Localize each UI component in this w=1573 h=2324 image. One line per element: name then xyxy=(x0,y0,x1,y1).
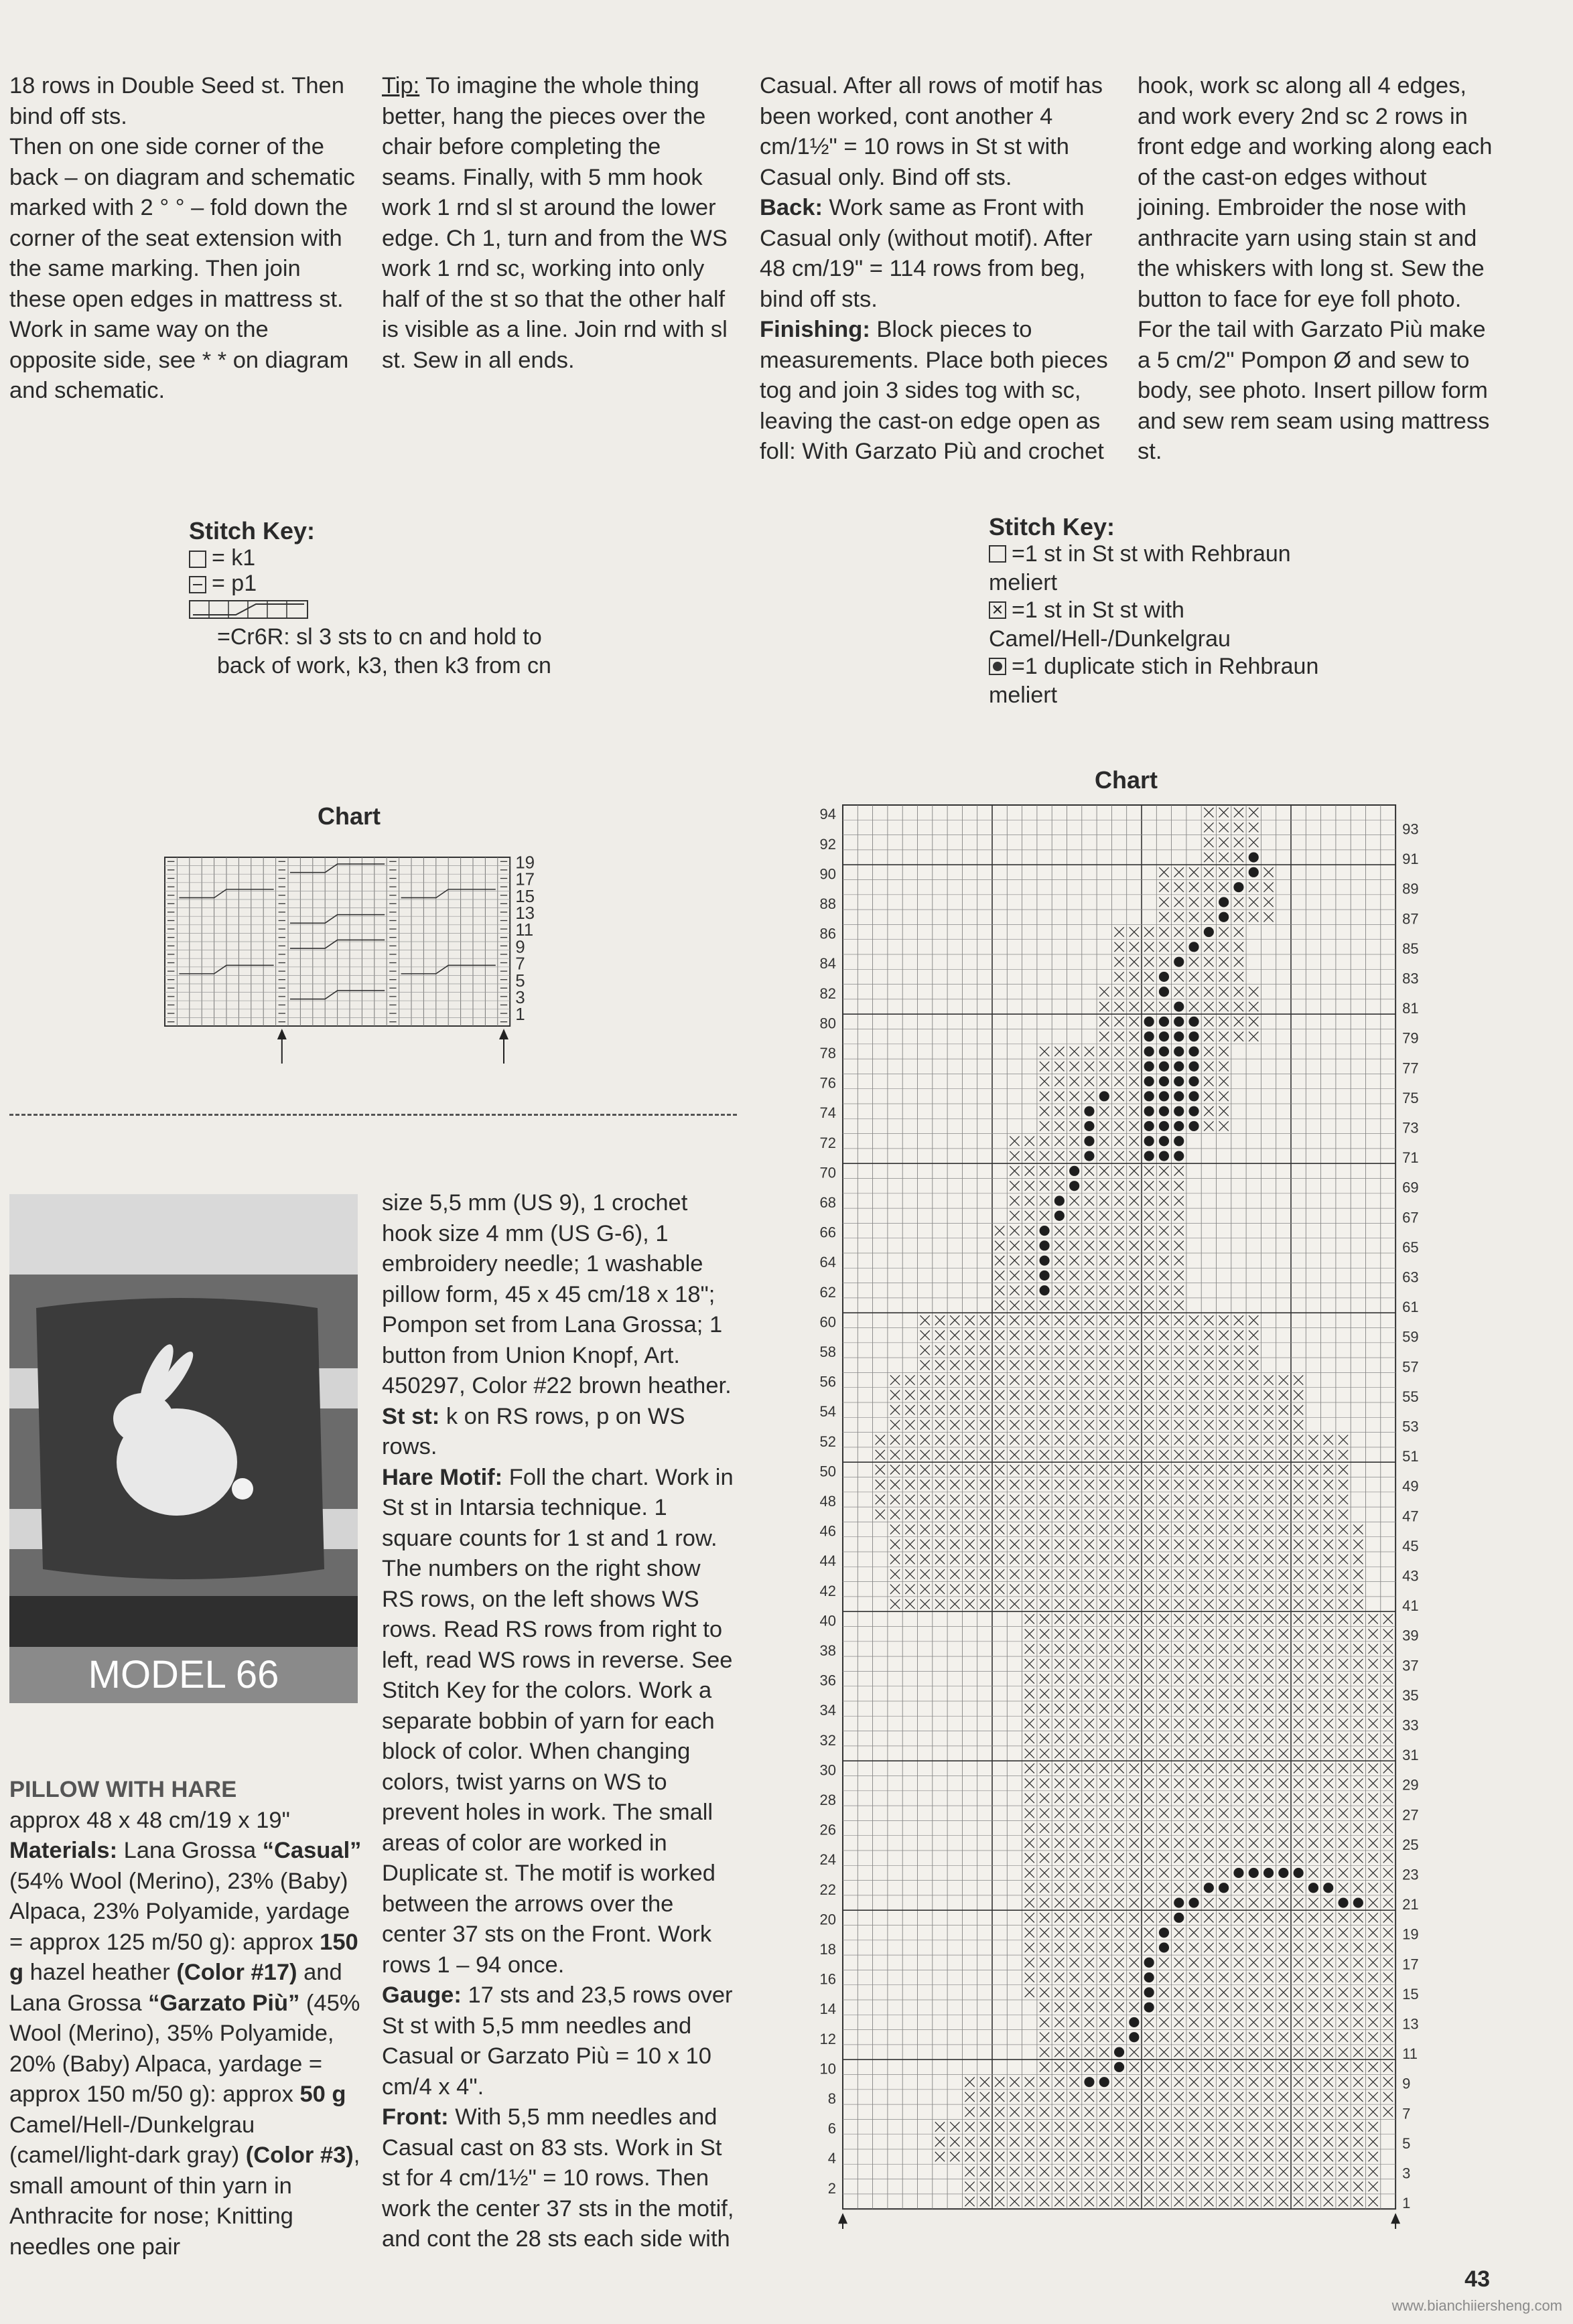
materials-text-b: (54% Wool (Merino), 23% (Baby) Alpaca, 23% Polyamide, yardage = approx 125 m/50 g): approx xyxy=(9,1868,350,1955)
hare-chart-duplicate-dot xyxy=(1188,1106,1199,1116)
right-key-item1-text: =1 st in St st with Rehbraun meliert xyxy=(989,541,1291,595)
hare-chart-duplicate-dot xyxy=(1144,2003,1154,2013)
hare-chart-left-label: 40 xyxy=(819,1612,836,1629)
hare-chart-duplicate-dot xyxy=(1159,987,1169,997)
hare-chart-title: Chart xyxy=(1095,766,1158,794)
hare-chart-right-label: 65 xyxy=(1402,1238,1419,1256)
gauge-text: 17 sts and 23,5 rows over St st with 5,5 mm needles and Casual or Garzato Più = 10 x 10 cm/4 x 4". xyxy=(382,1982,733,2100)
hare-chart-left-label: 50 xyxy=(819,1463,836,1480)
small-chart-row-label: 9 xyxy=(515,936,525,957)
hare-chart-left-label: 60 xyxy=(819,1313,836,1331)
front-label: Front: xyxy=(382,2104,449,2130)
hare-chart-duplicate-dot xyxy=(1174,1031,1184,1041)
hare-chart-left-label: 32 xyxy=(819,1731,836,1749)
hare-chart-left-label: 56 xyxy=(819,1373,836,1390)
hare-chart-duplicate-dot xyxy=(1174,1121,1184,1131)
left-key-k1 xyxy=(189,544,255,573)
hare-chart xyxy=(801,798,1479,2229)
hare-chart-left-label: 26 xyxy=(819,1821,836,1838)
hare-chart-right-label: 83 xyxy=(1402,970,1419,987)
col2-bottom xyxy=(382,1188,738,2255)
tip-text: To imagine the whole thing better, hang the pieces over the chair before completing the seams. Finally, with 5 mm hook work 1 rnd sl st around the lower edge. Ch 1, turn and from the WS work 1 rnd sc, working into only half of the st so that the other half is visible as a line. Join rnd with sl st. Sew in all ends. xyxy=(382,73,728,373)
small-chart-row-label: 11 xyxy=(515,920,534,940)
hare-chart-left-label: 92 xyxy=(819,835,836,853)
right-key-item2 xyxy=(989,596,1364,654)
hare-chart-right-label: 93 xyxy=(1402,820,1419,838)
finishing-label: Finishing: xyxy=(760,317,870,342)
hare-chart-duplicate-dot xyxy=(1159,1046,1169,1056)
cross-square-icon: ✕ xyxy=(989,601,1006,619)
left-stitch-key-title: Stitch Key: xyxy=(189,517,316,544)
hare-chart-duplicate-dot xyxy=(1114,2047,1124,2057)
hare-chart-duplicate-dot xyxy=(1159,1106,1169,1116)
materials-label: Materials: xyxy=(9,1838,118,1863)
hare-chart-left-label: 38 xyxy=(819,1642,836,1659)
hare-chart-right-label: 55 xyxy=(1402,1388,1419,1405)
hare-chart-duplicate-dot xyxy=(1054,1195,1065,1206)
hare-chart-duplicate-dot xyxy=(1323,1883,1333,1893)
col1-top xyxy=(9,71,359,407)
hare-chart-left-label: 2 xyxy=(827,2179,836,2197)
hare-chart-right-label: 21 xyxy=(1402,1896,1419,1913)
small-chart-row-label: 7 xyxy=(515,953,525,974)
hare-chart-duplicate-dot xyxy=(1129,2017,1139,2027)
hare-chart-duplicate-dot xyxy=(1174,1913,1184,1923)
hare-chart-left-label: 28 xyxy=(819,1791,836,1808)
hare-chart-right-arrow-head xyxy=(1391,2213,1400,2224)
hare-chart-left-arrow-head xyxy=(838,2213,847,2224)
hare-chart-duplicate-dot xyxy=(1294,1868,1304,1878)
hare-chart-duplicate-dot xyxy=(1174,1136,1184,1146)
hare-chart-right-label: 27 xyxy=(1402,1806,1419,1824)
hare-chart-right-label: 3 xyxy=(1402,2165,1411,2182)
hare-chart-duplicate-dot xyxy=(1174,1091,1184,1101)
knit-symbol-icon xyxy=(189,551,206,568)
dot-square-icon xyxy=(989,658,1006,675)
hare-chart-left-label: 14 xyxy=(819,2001,836,2018)
hare-chart-left-label: 68 xyxy=(819,1193,836,1211)
hare-chart-duplicate-dot xyxy=(1144,1136,1154,1146)
color-3: (Color #3) xyxy=(245,2143,354,2168)
hare-chart-right-label: 41 xyxy=(1402,1597,1419,1615)
qty-casual: 150 g xyxy=(9,1929,358,1985)
hare-chart-left-label: 34 xyxy=(819,1702,836,1719)
col3-top-p1: Casual. After all rows of motif has been worked, cont another 4 cm/1½" = 10 rows in St st with Casual only. Bind off sts. xyxy=(760,73,1103,190)
hare-chart-right-label: 51 xyxy=(1402,1448,1419,1465)
hare-chart-duplicate-dot xyxy=(1174,1897,1184,1907)
hare-chart-duplicate-dot xyxy=(1144,1972,1154,1982)
cable-symbol-icon xyxy=(189,600,310,620)
hare-chart-right-label: 47 xyxy=(1402,1508,1419,1525)
hare-chart-duplicate-dot xyxy=(1084,1106,1094,1116)
hare-chart-duplicate-dot xyxy=(1159,1121,1169,1131)
left-key-cr6r: =Cr6R: sl 3 sts to cn and hold to back of work, k3, then k3 from cn xyxy=(217,624,551,678)
hare-chart-right-label: 13 xyxy=(1402,2015,1419,2033)
hare-chart-duplicate-dot xyxy=(1174,1151,1184,1161)
hare-chart-left-label: 70 xyxy=(819,1164,836,1181)
hare-chart-duplicate-dot xyxy=(1144,1121,1154,1131)
hare-chart-duplicate-dot xyxy=(1159,1031,1169,1041)
col1-top-p1: 18 rows in Double Seed st. Then bind off sts. xyxy=(9,73,344,129)
hare-chart-duplicate-dot xyxy=(1174,1001,1184,1011)
hare-chart-duplicate-dot xyxy=(1188,1897,1199,1907)
hare-chart-left-label: 84 xyxy=(819,955,836,972)
front-text: With 5,5 mm needles and Casual cast on 83 sts. Work in St st for 4 cm/1½" = 10 rows. Then work the center 37 sts in the motif, and cont the 28 sts each side with xyxy=(382,2104,734,2252)
hare-chart-right-label: 61 xyxy=(1402,1299,1419,1316)
hare-chart-left-label: 16 xyxy=(819,1970,836,1988)
hare-chart-duplicate-dot xyxy=(1308,1883,1318,1893)
hare-chart-duplicate-dot xyxy=(1144,1017,1154,1027)
small-chart-row-label: 5 xyxy=(515,970,525,991)
hare-chart-right-label: 45 xyxy=(1402,1537,1419,1554)
hare-chart-duplicate-dot xyxy=(1069,1166,1079,1176)
col3-top xyxy=(760,71,1116,467)
hare-chart-right-label: 31 xyxy=(1402,1747,1419,1764)
col2-top xyxy=(382,71,738,376)
left-key-k1-text: = k1 xyxy=(212,545,256,571)
gauge-label: Gauge: xyxy=(382,1982,462,2008)
color-17: (Color #17) xyxy=(176,1960,297,1985)
hare-chart-left-label: 76 xyxy=(819,1074,836,1092)
hare-chart-duplicate-dot xyxy=(1174,1076,1184,1086)
watermark: www.bianchiiersheng.com xyxy=(1391,2297,1562,2314)
hare-chart-left-label: 44 xyxy=(819,1552,836,1570)
hare-chart-right-label: 43 xyxy=(1402,1567,1419,1585)
tip-label: Tip: xyxy=(382,73,420,98)
hare-chart-duplicate-dot xyxy=(1144,1046,1154,1056)
hare-chart-duplicate-dot xyxy=(1144,1987,1154,1997)
page-number: 43 xyxy=(1464,2266,1490,2292)
hare-chart-left-label: 54 xyxy=(819,1403,836,1421)
hare-chart-right-label: 59 xyxy=(1402,1328,1419,1346)
small-chart-row-label: 13 xyxy=(515,902,535,923)
hare-chart-right-label: 33 xyxy=(1402,1717,1419,1734)
hare-chart-duplicate-dot xyxy=(1188,1121,1199,1131)
hare-chart-duplicate-dot xyxy=(1338,1897,1348,1907)
hare-chart-duplicate-dot xyxy=(1278,1868,1288,1878)
hare-chart-duplicate-dot xyxy=(1099,2077,1109,2087)
hare-chart-duplicate-dot xyxy=(1129,2032,1139,2042)
small-chart-row-label: 17 xyxy=(515,869,535,889)
hare-chart-duplicate-dot xyxy=(1188,1091,1199,1101)
hare-chart-duplicate-dot xyxy=(1144,1091,1154,1101)
hare-chart-duplicate-dot xyxy=(1144,1958,1154,1968)
hare-chart-duplicate-dot xyxy=(1174,957,1184,967)
hare-chart-duplicate-dot xyxy=(1144,1062,1154,1072)
hare-chart-left-label: 46 xyxy=(819,1522,836,1540)
hare-chart-duplicate-dot xyxy=(1219,912,1229,922)
hare-chart-duplicate-dot xyxy=(1159,1151,1169,1161)
hare-chart-left-label: 6 xyxy=(827,2120,836,2137)
hare-chart-duplicate-dot xyxy=(1144,1151,1154,1161)
hare-chart-left-label: 90 xyxy=(819,865,836,883)
hare-chart-left-label: 30 xyxy=(819,1761,836,1779)
hare-chart-duplicate-dot xyxy=(1159,1091,1169,1101)
back-label: Back: xyxy=(760,195,823,220)
hare-motif-text: Foll the chart. Work in St st in Intarsia technique. 1 square counts for 1 st and 1 row. The numbers on the right show RS rows, on the left shows WS rows. Read RS rows from right to left, read WS rows in reverse. See Stitch Key for the colors. Work a separate bobbin of yarn for each block of color. When changing colors, twist yarns on WS to prevent holes in work. The small areas of color are worked in Duplicate st. The motif is worked between the arrows over the center 37 sts on the Front. Work rows 1 – 94 once. xyxy=(382,1464,734,1978)
hare-chart-duplicate-dot xyxy=(1144,1106,1154,1116)
materials-text-c: hazel heather xyxy=(23,1960,177,1985)
hare-chart-left-label: 86 xyxy=(819,925,836,942)
right-key-item3 xyxy=(989,652,1364,710)
purl-symbol-icon xyxy=(189,576,206,593)
hare-chart-duplicate-dot xyxy=(1174,1062,1184,1072)
hare-chart-duplicate-dot xyxy=(1188,942,1199,952)
hare-chart-right-label: 79 xyxy=(1402,1029,1419,1047)
hare-chart-right-label: 91 xyxy=(1402,851,1419,868)
small-chart-arrow-head xyxy=(277,1029,287,1039)
hare-chart-left-label: 4 xyxy=(827,2150,836,2167)
hare-chart-right-label: 35 xyxy=(1402,1686,1419,1704)
small-chart-row-label: 19 xyxy=(515,852,535,873)
model-label: MODEL 66 xyxy=(9,1647,358,1703)
hare-chart-duplicate-dot xyxy=(1084,1151,1094,1161)
col1-top-p2: Then on one side corner of the back – on diagram and schematic marked with 2 ° ° – fold down the corner of the seat extension with the same marking. Then join these open edges in mattress st. Work in same way on the opposite side, see * * on diagram and schematic. xyxy=(9,134,355,403)
hare-chart-duplicate-dot xyxy=(1204,927,1214,937)
hare-chart-left-label: 58 xyxy=(819,1343,836,1360)
empty-square-icon xyxy=(989,545,1006,563)
hare-chart-left-label: 94 xyxy=(819,806,836,823)
small-chart-row-label: 15 xyxy=(515,885,535,906)
hare-chart-right-label: 57 xyxy=(1402,1358,1419,1376)
hare-chart-left-label: 62 xyxy=(819,1283,836,1301)
small-chart-row-label: 1 xyxy=(515,1004,525,1025)
pattern-heading: PILLOW WITH HARE xyxy=(9,1777,237,1802)
materials-text-g: , small amount of thin yarn in Anthracite for nose; Knitting needles one pair xyxy=(9,2143,360,2260)
hare-chart-left-label: 48 xyxy=(819,1492,836,1510)
hare-chart-right-label: 63 xyxy=(1402,1268,1419,1286)
hare-chart-duplicate-dot xyxy=(1159,1076,1169,1086)
hare-chart-duplicate-dot xyxy=(1039,1240,1049,1250)
hare-chart-left-label: 64 xyxy=(819,1254,836,1271)
hare-chart-duplicate-dot xyxy=(1159,1136,1169,1146)
hare-chart-left-label: 82 xyxy=(819,985,836,1002)
hare-chart-left-label: 74 xyxy=(819,1104,836,1122)
materials-text-a: Lana Grossa xyxy=(117,1838,263,1863)
pillow-illustration xyxy=(9,1194,358,1647)
hare-chart-duplicate-dot xyxy=(1219,897,1229,907)
hare-chart-right-label: 69 xyxy=(1402,1179,1419,1196)
hare-chart-right-label: 37 xyxy=(1402,1657,1419,1674)
small-chart-row-label: 3 xyxy=(515,987,525,1007)
right-key-item1 xyxy=(989,540,1364,597)
hare-chart-duplicate-dot xyxy=(1114,2062,1124,2072)
hare-chart-right-label: 71 xyxy=(1402,1149,1419,1167)
hare-chart-right-label: 1 xyxy=(1402,2195,1411,2212)
hare-chart-left-label: 12 xyxy=(819,2030,836,2047)
col2-bottom-p1: size 5,5 mm (US 9), 1 crochet hook size 4 mm (US G-6), 1 embroidery needle; 1 washable pillow form, 45 x 45 cm/18 x 18"; Pompon set from Lana Grossa; 1 button from Union Knopf, Art. 450297, Color #22 brown heather. xyxy=(382,1190,732,1398)
small-chart-title: Chart xyxy=(318,802,381,830)
hare-chart-left-label: 80 xyxy=(819,1015,836,1032)
yarn-garzato: “Garzato Più” xyxy=(148,1990,300,2016)
hare-chart-left-label: 8 xyxy=(827,2090,836,2107)
hare-chart-duplicate-dot xyxy=(1159,1062,1169,1072)
hare-chart-right-label: 5 xyxy=(1402,2134,1411,2152)
hare-chart-duplicate-dot xyxy=(1233,1868,1243,1878)
hare-chart-right-label: 19 xyxy=(1402,1926,1419,1943)
hare-chart-duplicate-dot xyxy=(1039,1256,1049,1266)
hare-chart-right-label: 53 xyxy=(1402,1418,1419,1435)
back-text: Work same as Front with Casual only (without motif). After 48 cm/19" = 114 rows from beg, bind off sts. xyxy=(760,195,1093,312)
hare-chart-right-label: 29 xyxy=(1402,1776,1419,1794)
hare-chart-duplicate-dot xyxy=(1144,1076,1154,1086)
hare-chart-left-label: 24 xyxy=(819,1851,836,1869)
hare-chart-duplicate-dot xyxy=(1159,972,1169,982)
hare-chart-duplicate-dot xyxy=(1188,1046,1199,1056)
right-key-item2-text: =1 st in St st with Camel/Hell-/Dunkelgrau xyxy=(989,597,1231,652)
hare-chart-duplicate-dot xyxy=(1188,1076,1199,1086)
hare-chart-duplicate-dot xyxy=(1159,1928,1169,1938)
hare-chart-duplicate-dot xyxy=(1174,1106,1184,1116)
hare-chart-left-label: 20 xyxy=(819,1911,836,1928)
hare-chart-duplicate-dot xyxy=(1188,1062,1199,1072)
hare-chart-left-label: 42 xyxy=(819,1582,836,1599)
hare-chart-right-label: 77 xyxy=(1402,1060,1419,1077)
hare-chart-left-label: 72 xyxy=(819,1134,836,1151)
hare-motif-label: Hare Motif: xyxy=(382,1464,503,1490)
stst-text: k on RS rows, p on WS rows. xyxy=(382,1403,685,1459)
hare-chart-duplicate-dot xyxy=(1204,1883,1214,1893)
hare-chart-left-label: 88 xyxy=(819,895,836,912)
hare-chart-right-label: 85 xyxy=(1402,940,1419,957)
hare-chart-duplicate-dot xyxy=(1233,882,1243,892)
hare-chart-duplicate-dot xyxy=(1084,1136,1094,1146)
hare-chart-left-label: 52 xyxy=(819,1433,836,1450)
hare-chart-right-label: 23 xyxy=(1402,1866,1419,1883)
hare-chart-right-label: 15 xyxy=(1402,1985,1419,2003)
hare-chart-duplicate-dot xyxy=(1099,1091,1109,1101)
hare-chart-duplicate-dot xyxy=(1054,1211,1065,1221)
hare-chart-duplicate-dot xyxy=(1249,867,1259,877)
hare-chart-left-label: 36 xyxy=(819,1672,836,1689)
hare-chart-duplicate-dot xyxy=(1188,1031,1199,1041)
hare-chart-left-label: 10 xyxy=(819,2060,836,2078)
hare-chart-right-label: 89 xyxy=(1402,880,1419,897)
hare-chart-duplicate-dot xyxy=(1249,852,1259,862)
hare-chart-right-label: 75 xyxy=(1402,1089,1419,1106)
small-chart-arrow-head xyxy=(499,1029,508,1039)
right-key-item3-text: =1 duplicate stich in Rehbraun meliert xyxy=(989,654,1319,708)
hare-chart-duplicate-dot xyxy=(1174,1046,1184,1056)
hare-chart-right-label: 25 xyxy=(1402,1836,1419,1853)
hare-chart-right-label: 81 xyxy=(1402,1000,1419,1017)
hare-chart-right-label: 87 xyxy=(1402,910,1419,928)
hare-chart-right-label: 7 xyxy=(1402,2105,1411,2122)
hare-chart-left-label: 78 xyxy=(819,1044,836,1062)
left-key-p1-text: = p1 xyxy=(212,571,257,596)
hare-chart-duplicate-dot xyxy=(1174,1017,1184,1027)
materials-text-e: (45% Wool (Merino), 35% Polyamide, 20% (Baby) Alpaca, yardage = approx 150 m/50 g): approx xyxy=(9,1990,360,2107)
hare-chart-duplicate-dot xyxy=(1159,1942,1169,1952)
hare-chart-right-label: 17 xyxy=(1402,1956,1419,1973)
right-stitch-key-title: Stitch Key: xyxy=(989,513,1115,540)
hare-chart-duplicate-dot xyxy=(1084,1121,1094,1131)
hare-chart-left-label: 66 xyxy=(819,1224,836,1241)
hare-chart-duplicate-dot xyxy=(1159,1017,1169,1027)
hare-chart-right-label: 39 xyxy=(1402,1627,1419,1644)
finishing-text: Block pieces to measurements. Place both pieces tog and join 3 sides tog with sc, leaving the cast-on edge open as foll: With Garzato Più and crochet xyxy=(760,317,1108,464)
hare-chart-left-label: 18 xyxy=(819,1940,836,1958)
section-divider xyxy=(9,1114,737,1116)
hare-chart-duplicate-dot xyxy=(1039,1270,1049,1281)
left-key-p1 xyxy=(189,569,257,598)
hare-chart-duplicate-dot xyxy=(1219,1883,1229,1893)
col1-bottom xyxy=(9,1775,362,2262)
materials-text-d: and Lana Grossa xyxy=(9,1960,342,2016)
hare-chart-right-label: 67 xyxy=(1402,1209,1419,1226)
qty-garzato: 50 g xyxy=(299,2082,346,2107)
yarn-casual: “Casual” xyxy=(262,1838,362,1863)
hare-chart-right-label: 73 xyxy=(1402,1119,1419,1137)
col4-top-p1: hook, work sc along all 4 edges, and work every 2nd sc 2 rows in front edge and working along each of the cast-on edges without joining. Embroider the nose with anthracite yarn using stain st and the whiskers with long st. Sew the button to face for eye foll photo. For the tail with Garzato Più make a 5 cm/2" Pompon Ø and sew to body, see photo. Insert pillow form and sew rem seam using mattress st. xyxy=(1138,73,1493,464)
pattern-size: approx 48 x 48 cm/19 x 19" xyxy=(9,1807,290,1833)
hare-chart-right-label: 9 xyxy=(1402,2075,1411,2092)
hare-chart-duplicate-dot xyxy=(1188,1017,1199,1027)
hare-chart-right-label: 49 xyxy=(1402,1477,1419,1495)
hare-chart-left-label: 22 xyxy=(819,1881,836,1898)
stst-label: St st: xyxy=(382,1403,440,1429)
hare-chart-duplicate-dot xyxy=(1249,1868,1259,1878)
small-cable-chart xyxy=(158,851,587,1078)
hare-chart-right-label: 11 xyxy=(1402,2045,1418,2063)
pillow-photo xyxy=(9,1194,358,1703)
col4-top xyxy=(1138,71,1499,467)
materials-text-f: Camel/Hell-/Dunkelgrau (camel/light-dark gray) xyxy=(9,2112,255,2168)
hare-chart-duplicate-dot xyxy=(1144,1031,1154,1041)
hare-chart-duplicate-dot xyxy=(1084,2077,1094,2087)
hare-chart-duplicate-dot xyxy=(1039,1285,1049,1295)
hare-chart-duplicate-dot xyxy=(1039,1226,1049,1236)
hare-chart-duplicate-dot xyxy=(1263,1868,1274,1878)
hare-chart-duplicate-dot xyxy=(1069,1181,1079,1191)
hare-chart-duplicate-dot xyxy=(1353,1897,1363,1907)
